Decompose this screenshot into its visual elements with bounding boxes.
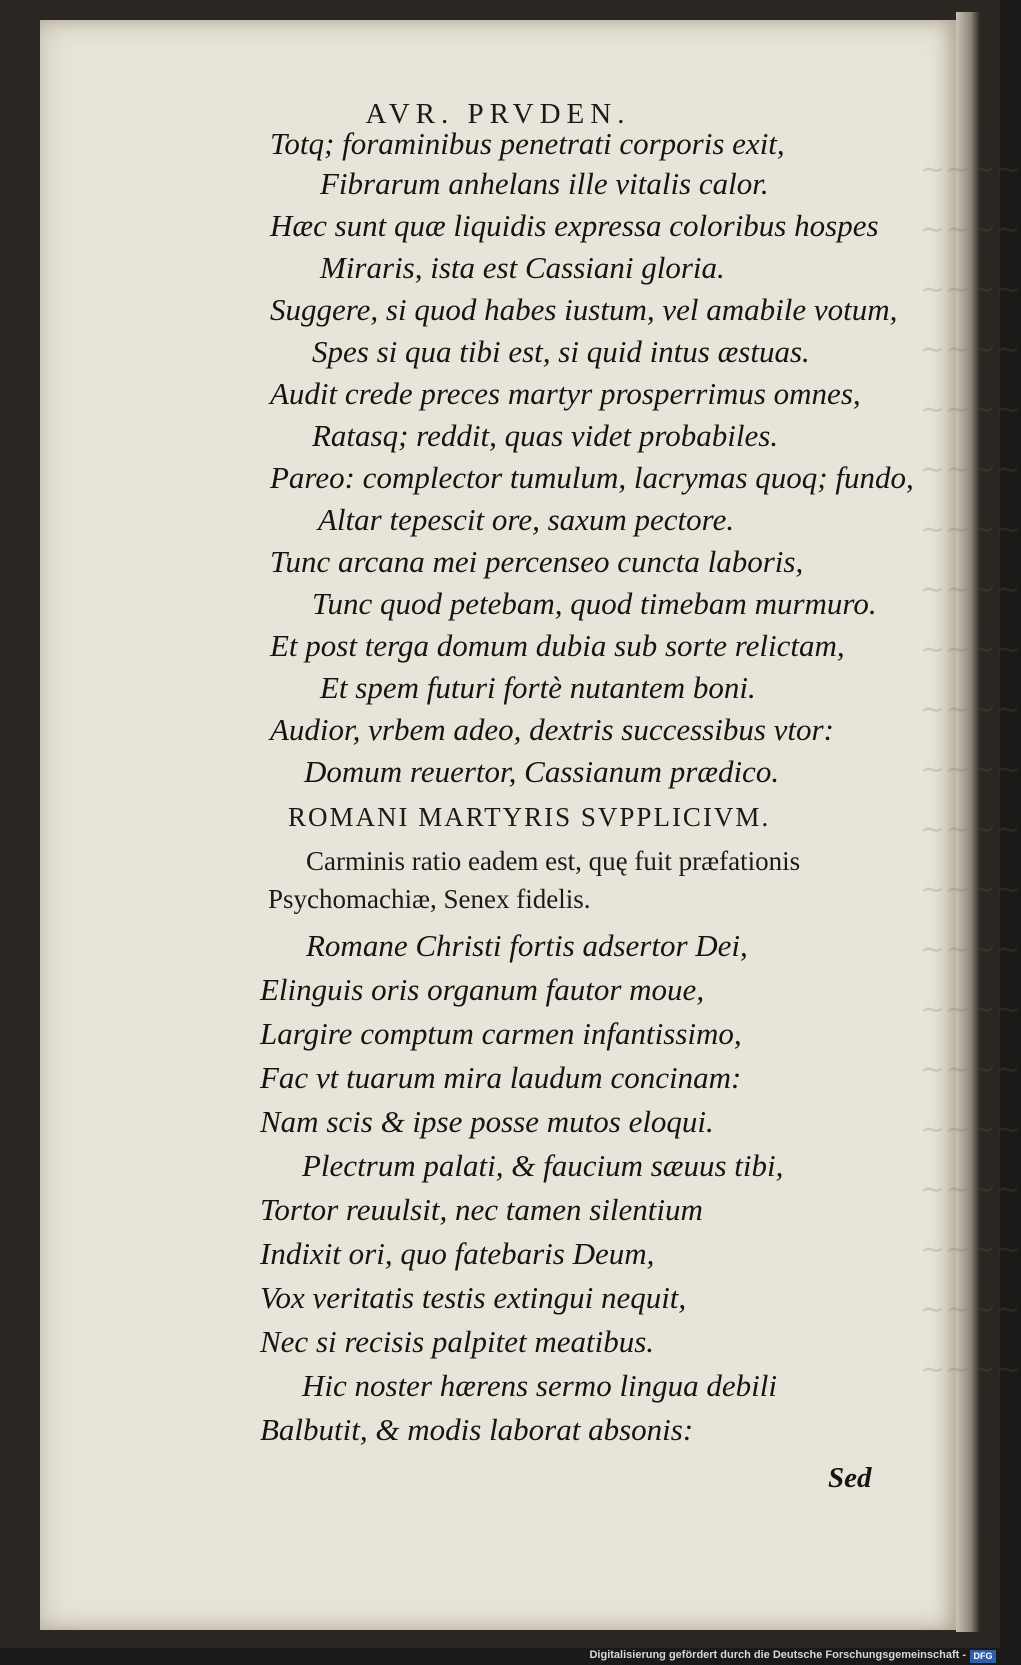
dfg-logo-icon: DFG bbox=[970, 1650, 996, 1663]
catchword: Sed bbox=[828, 1462, 872, 1494]
verse-line: Et spem futuri fortè nutantem boni. bbox=[320, 670, 756, 705]
verse-line: Nec si recisis palpitet meatibus. bbox=[260, 1324, 655, 1359]
verse-line: Vox veritatis testis extingui nequit, bbox=[260, 1280, 687, 1315]
verse-line: Nam scis & ipse posse mutos eloqui. bbox=[260, 1104, 714, 1139]
verse-line: Ratasq; reddit, quas videt probabiles. bbox=[312, 418, 779, 453]
verse-line: Domum reuertor, Cassianum prædico. bbox=[304, 754, 780, 789]
book-page bbox=[40, 20, 1021, 1630]
verse-line: Largire comptum carmen infantissimo, bbox=[260, 1016, 742, 1051]
verse-line: Hic noster hærens sermo lingua debili bbox=[302, 1368, 778, 1403]
verse-line: Indixit ori, quo fatebaris Deum, bbox=[260, 1236, 655, 1271]
verse-line: Altar tepescit ore, saxum pectore. bbox=[318, 502, 735, 537]
verse-line: Balbutit, & modis laborat absonis: bbox=[260, 1412, 694, 1447]
bleed-through-text: ~~~~ ~~~~ ~~~~ ~~~~ ~~~~ ~~~~ ~~~~ ~~~~ ~~~~ ~~~~ ~~~~ ~~~~ ~~~~ ~~~~ ~~~~ ~~~~ ~~~~ ~~~~ ~~~~ ~~~~ ~~~~ bbox=[920, 152, 1021, 1387]
verse-line: Spes si qua tibi est, si quid intus æstuas. bbox=[312, 334, 810, 369]
verse-line: Audit crede preces martyr prosperrimus omnes, bbox=[270, 376, 861, 411]
section-heading: ROMANI MARTYRIS SVPPLICIVM. bbox=[288, 802, 771, 832]
verse-line: Plectrum palati, & faucium sæuus tibi, bbox=[302, 1148, 784, 1183]
verse-line: Et post terga domum dubia sub sorte relictam, bbox=[270, 628, 845, 663]
verse-line: Hæc sunt quæ liquidis expressa coloribus hospes bbox=[270, 208, 879, 243]
verse-line: Pareo: complector tumulum, lacrymas quoq; fundo, bbox=[270, 460, 914, 495]
verse-line: Miraris, ista est Cassiani gloria. bbox=[320, 250, 725, 285]
verse-line: Tunc quod petebam, quod timebam murmuro. bbox=[312, 586, 877, 621]
verse-line: Elinguis oris organum fautor moue, bbox=[260, 972, 705, 1007]
verse-line: Tunc arcana mei percenseo cuncta laboris, bbox=[270, 544, 804, 579]
running-head: AVR. PRVDEN. bbox=[365, 98, 631, 130]
verse-line: Fibrarum anhelans ille vitalis calor. bbox=[320, 166, 769, 201]
digitization-credit: Digitalisierung gefördert durch die Deutsche Forschungsgemeinschaft - bbox=[589, 1649, 966, 1661]
verse-line: Audior, vrbem adeo, dextris successibus vtor: bbox=[270, 712, 834, 747]
verse-line: Fac vt tuarum mira laudum concinam: bbox=[260, 1060, 742, 1095]
meter-note-line: Carminis ratio eadem est, quę fuit præfationis bbox=[306, 846, 801, 876]
meter-note-line: Psychomachiæ, Senex fidelis. bbox=[268, 884, 591, 914]
verse-line: Tortor reuulsit, nec tamen silentium bbox=[260, 1192, 703, 1227]
verse-line: Romane Christi fortis adsertor Dei, bbox=[306, 928, 748, 963]
verse-line: Suggere, si quod habes iustum, vel amabile votum, bbox=[270, 292, 898, 327]
verse-line: Totq; foraminibus penetrati corporis exit, bbox=[270, 126, 785, 161]
